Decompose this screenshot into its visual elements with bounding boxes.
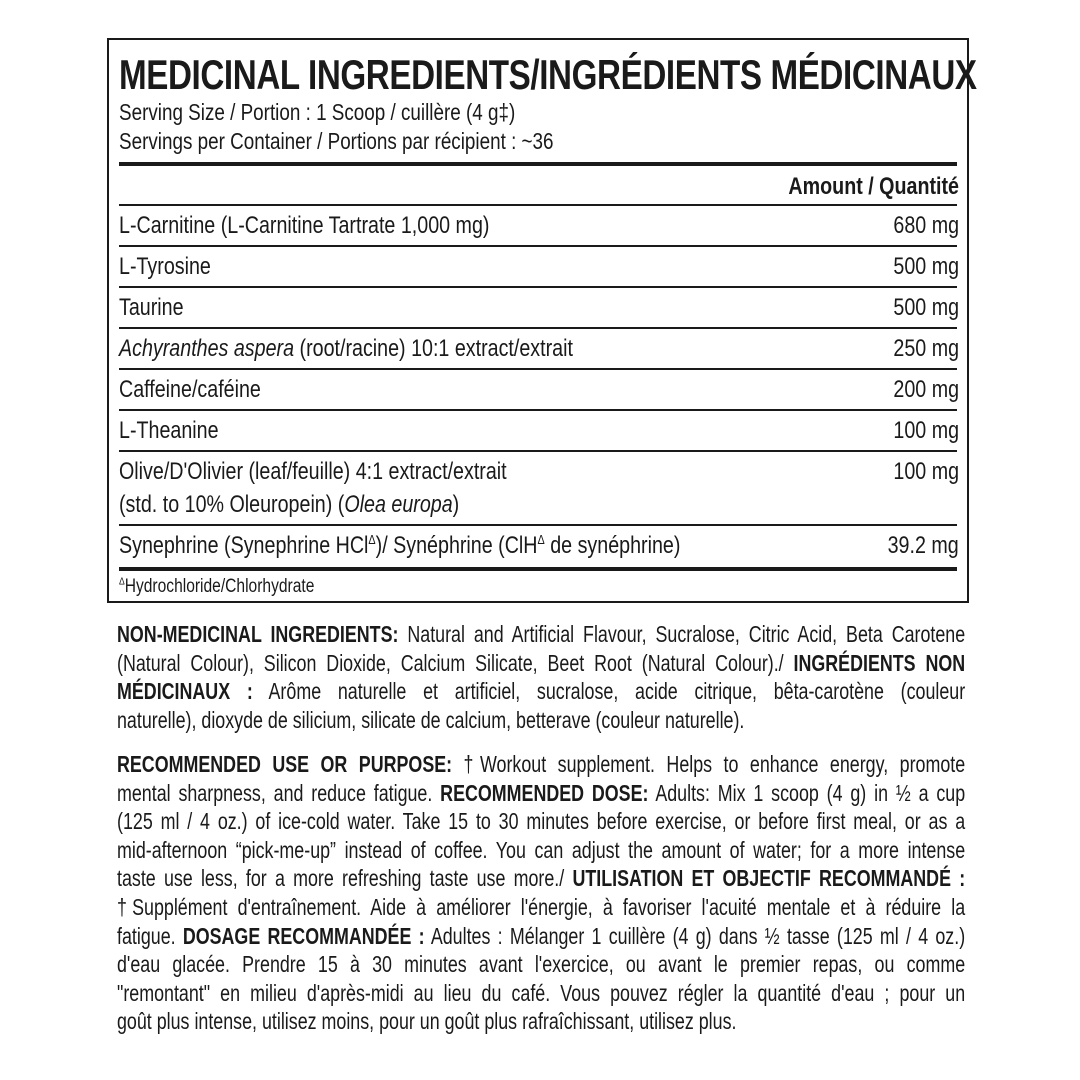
ingredient-name: L-Theanine [119,417,219,444]
ingredient-name: Taurine [119,294,184,321]
divider [119,327,957,329]
ingredient-amount: 500 mg [893,253,959,280]
ingredient-amount: 200 mg [893,376,959,403]
ingredient-name-line2: (std. to 10% Oleuropein) (Olea europa) [119,491,460,518]
ingredient-amount: 250 mg [893,335,959,362]
footnote: $^\Delta$Hydrochloride/Chlorhydrate [119,576,315,597]
ingredient-amount: 39.2 mg [887,532,959,559]
amount-header: Amount / Quantité [788,173,959,200]
divider [119,368,957,370]
divider [119,286,957,288]
recommended-use: RECOMMENDED USE OR PURPOSE: †Workout supplement. Helps to enhance energy, promote mental sharpness, and reduce fatigue. RECOMMENDED DOSE: Adults: Mix 1 scoop (4 g) in ½ a cup (125 ml / 4 oz.) of ice-cold water. Take 15 to 30 minutes before exercise, or before first meal, or as a mid-afternoon “pick-me-up” instead of coffee. You can adjust the amount of water; for a more intense taste use less, for a more refreshing taste use more./ UTILISATION ET OBJECTIF RECOMMANDÉ : †Supplément d'entraînement. Aide à améliorer l'énergie, à favoriser l'acuité mentale et à réduire la fatigue. DOSAGE RECOMMANDÉE : Adultes : Mélanger 1 cuillère (4 g) dans ½ tasse (125 ml / 4 oz.) d'eau glacée. Prendre 15 à 30 minutes avant l'exercice, ou avant le premier repas, ou comme "remontant" en milieu d'après-midi au lieu du café. Vous pouvez régler la quantité d'eau ; pour un goût plus intense, utilisez moins, pour un goût plus rafraîchissant, utilisez plus. [117,751,966,1035]
divider [119,450,957,452]
panel-title: MEDICINAL INGREDIENTS/INGRÉDIENTS MÉDICINAUX [119,51,977,98]
non-medicinal-ingredients: NON-MEDICINAL INGREDIENTS: Natural and Artificial Flavour, Sucralose, Citric Acid, Beta Carotene (Natural Colour), Silicon Dioxide, Calcium Silicate, Beet Root (Natural Colour)./ INGRÉDIENTS NON MÉDICINAUX : Arôme naturelle et artificiel, sucralose, acide citrique, bêta-carotène (couleur naturelle), dioxyde de silicium, silicate de calcium, betterave (couleur naturelle). [117,621,966,733]
ingredient-name: Achyranthes aspera (root/racine) 10:1 extract/extrait [119,335,573,362]
ingredient-amount: 680 mg [893,212,959,239]
serving-size: Serving Size / Portion : 1 Scoop / cuillère (4 g‡) [119,99,516,125]
divider-thick [119,162,957,166]
divider-thick [119,567,957,571]
divider [119,245,957,247]
ingredient-amount: 500 mg [893,294,959,321]
ingredient-name: Caffeine/caféine [119,376,261,403]
ingredient-name: Olive/D'Olivier (leaf/feuille) 4:1 extract/extrait [119,458,507,485]
servings-per-container: Servings per Container / Portions par récipient : ~36 [119,128,554,154]
divider [119,524,957,526]
ingredient-name: Synephrine (Synephrine HCl$^\Delta$)/ Synéphrine (ClH$^\Delta$ de synéphrine) [119,532,681,559]
ingredient-amount: 100 mg [893,417,959,444]
ingredient-amount: 100 mg [893,458,959,485]
medicinal-ingredients-panel [107,38,977,603]
divider [119,409,957,411]
divider [119,204,957,206]
ingredient-name: L-Tyrosine [119,253,211,280]
ingredient-name: L-Carnitine (L-Carnitine Tartrate 1,000 mg) [119,212,490,239]
